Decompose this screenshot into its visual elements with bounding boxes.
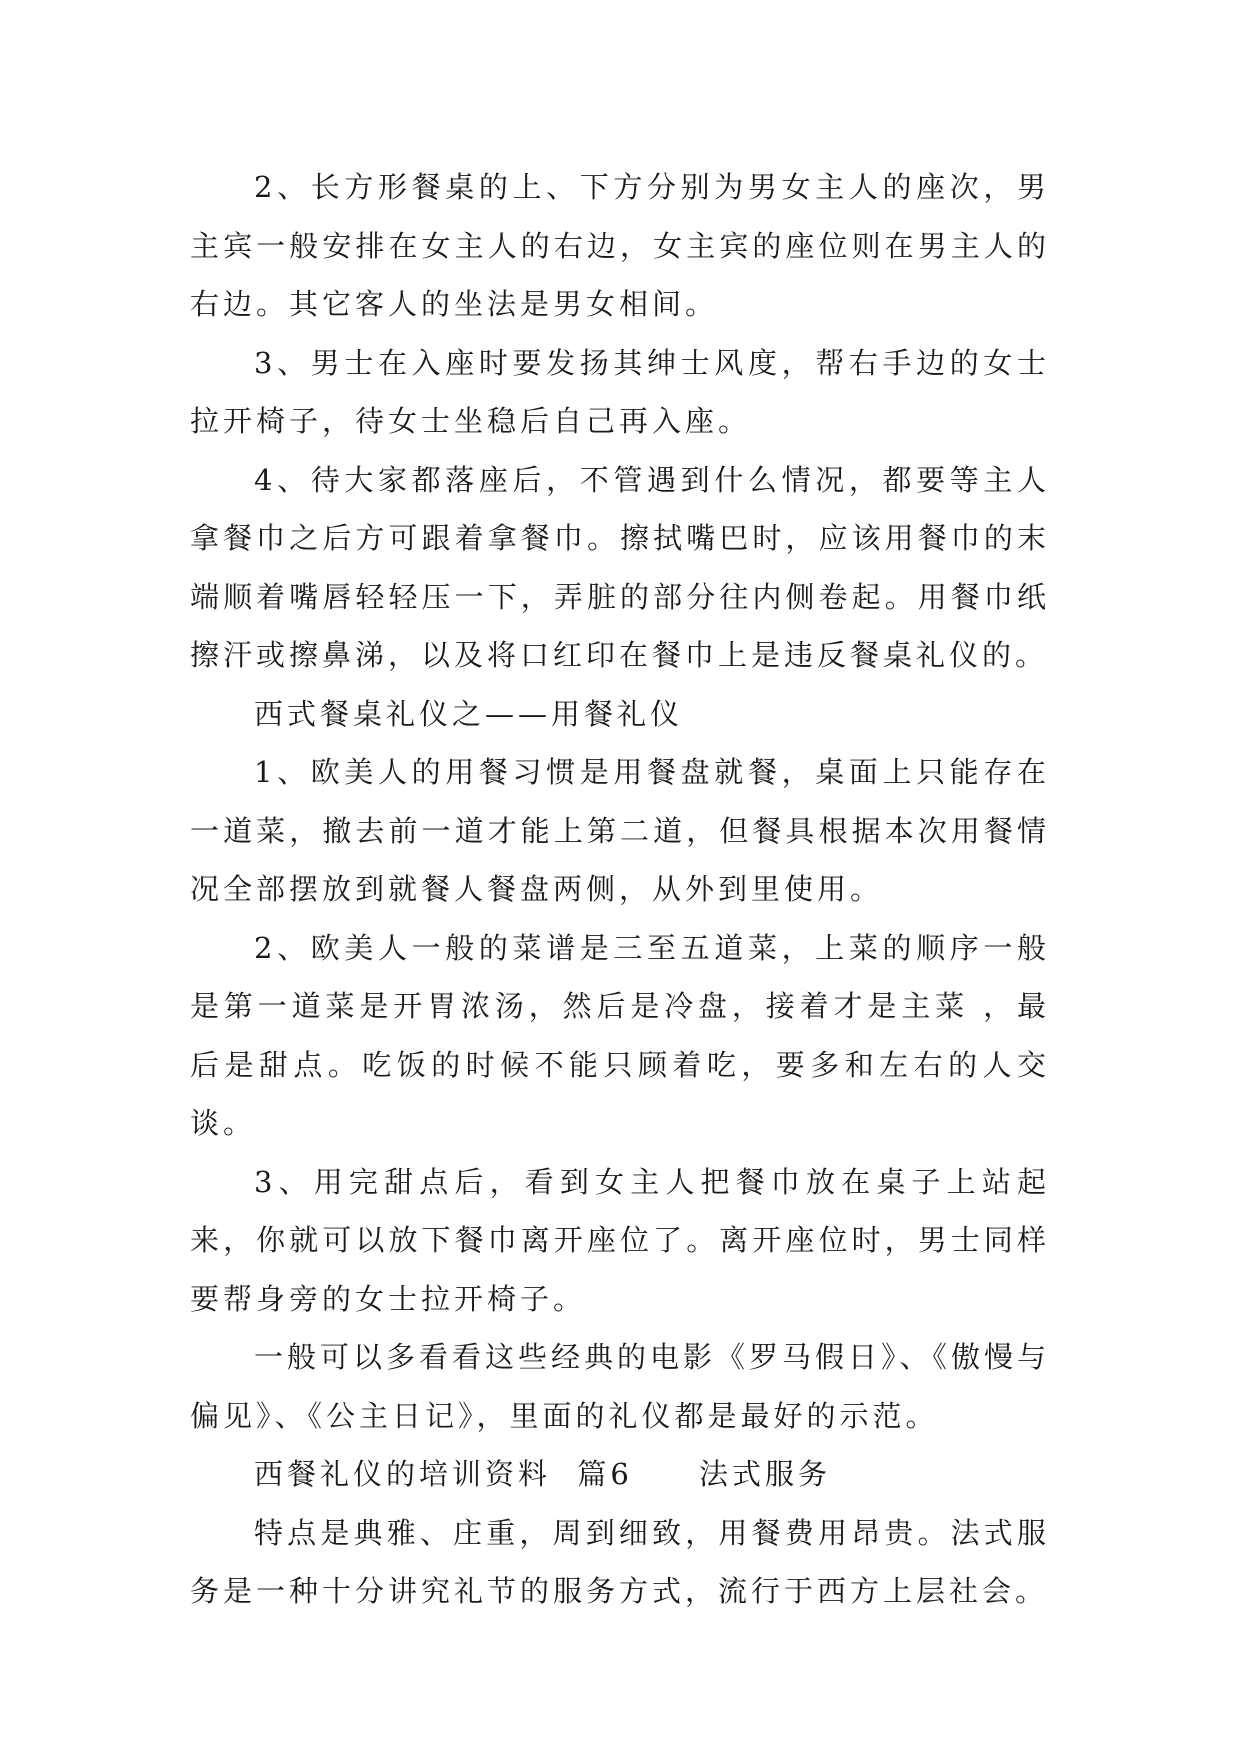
paragraph-leaving-table: 3、用完甜点后，看到女主人把餐巾放在桌子上站起来，你就可以放下餐巾离开座位了。离开座位时，男士同样要帮身旁的女士拉开椅子。: [190, 1164, 1050, 1316]
paragraph-gentleman-chair: 3、男士在入座时要发扬其绅士风度，帮右手边的女士拉开椅子，待女士坐稳后自己再入座。: [190, 345, 1050, 438]
paragraph-menu-courses: 2、欧美人一般的菜谱是三至五道菜，上菜的顺序一般是第一道菜是开胃浓汤，然后是冷盘，接着才是主菜 ，最后是甜点。吃饭的时候不能只顾着吃，要多和左右的人交谈。: [190, 930, 1050, 1140]
document-body: [190, 158, 1050, 1621]
section-heading-dining-etiquette: 西式餐桌礼仪之——用餐礼仪: [254, 696, 684, 731]
paragraph-seating-rectangular-table: 2、长方形餐桌的上、下方分别为男女主人的座次，男主宾一般安排在女主人的右边，女主宾的座位则在男主人的右边。其它客人的坐法是男女相间。: [190, 170, 1050, 321]
paragraph-french-service-features: 特点是典雅、庄重，周到细致，用餐费用昂贵。法式服务是一种十分讲究礼节的服务方式，流行于西方上层社会。: [190, 1515, 1050, 1608]
paragraph-napkin-usage: 4、待大家都落座后，不管遇到什么情况，都要等主人拿餐巾之后方可跟着拿餐巾。擦拭嘴巴时，应该用餐巾的末端顺着嘴唇轻轻压一下，弄脏的部分往内侧卷起。用餐巾纸擦汗或擦鼻涕，以及将口红印在餐巾上是违反餐桌礼仪的。: [190, 462, 1050, 672]
paragraph-classic-films: 一般可以多看看这些经典的电影《罗马假日》、《傲慢与偏见》、《公主日记》，里面的礼仪都是最好的示范。: [190, 1340, 1051, 1433]
section-heading-french-service: 西餐礼仪的培训资料 篇6 法式服务: [254, 1457, 831, 1491]
paragraph-plate-habits: 1、欧美人的用餐习惯是用餐盘就餐，桌面上只能存在一道菜，撤去前一道才能上第二道，但餐具根据本次用餐情况全部摆放到就餐人餐盘两侧，从外到里使用。: [190, 755, 1050, 906]
